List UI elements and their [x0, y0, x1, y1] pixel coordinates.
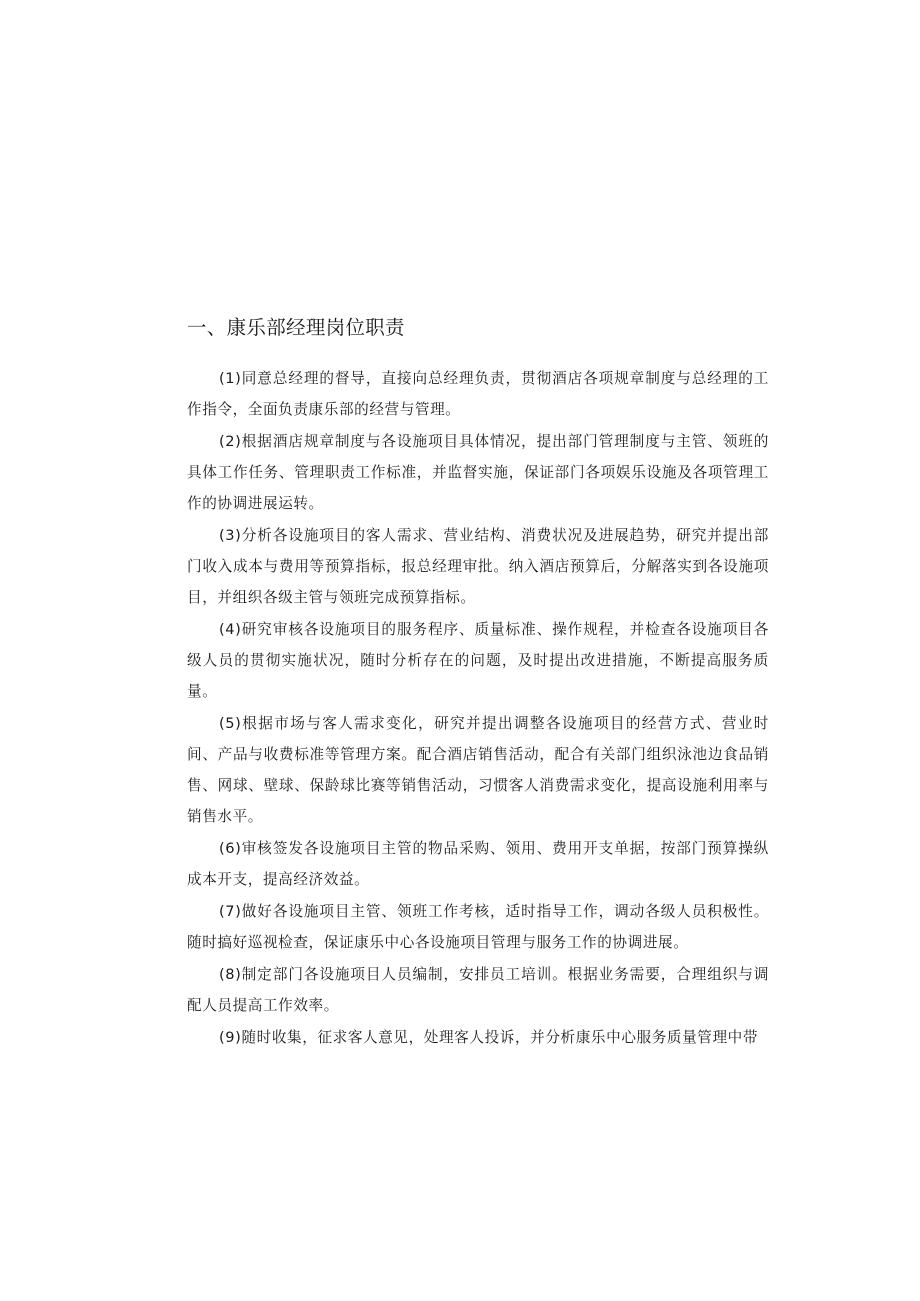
duty-paragraph-2: (2)根据酒店规章制度与各设施项目具体情况，提出部门管理制度与主管、领班的具体工作任务、管理职责工作标准，并监督实施，保证部门各项娱乐设施及各项管理工作的协调进展运转。 — [187, 433, 769, 512]
duty-paragraph-5: (5)根据市场与客人需求变化，研究并提出调整各设施项目的经营方式、营业时间、产品与收费标准等管理方案。配合酒店销售活动，配合有关部门组织泳池边食品销售、网球、壁球、保龄球比赛等销售活动，习惯客人消费需求变化，提高设施利用率与销售水平。 — [187, 715, 769, 825]
duty-paragraph-7: (7)做好各设施项目主管、领班工作考核，适时指导工作，调动各级人员积极性。随时搞好巡视检查，保证康乐中心各设施项目管理与服务工作的协调进展。 — [187, 903, 769, 951]
section-heading: 一、康乐部经理岗位职责 — [187, 316, 405, 339]
duty-paragraph-4: (4)研究审核各设施项目的服务程序、质量标准、操作规程，并检查各设施项目各级人员的贯彻实施状况，随时分析存在的问题，及时提出改进措施，不断提高服务质量。 — [187, 621, 769, 700]
duty-paragraph-6: (6)审核签发各设施项目主管的物品采购、领用、费用开支单据，按部门预算操纵成本开支，提高经济效益。 — [187, 840, 769, 888]
document-content — [187, 313, 769, 1054]
duty-paragraph-8: (8)制定部门各设施项目人员编制，安排员工培训。根据业务需要，合理组织与调配人员提高工作效率。 — [187, 966, 769, 1014]
duty-paragraph-1: (1)同意总经理的督导，直接向总经理负责，贯彻酒店各项规章制度与总经理的工作指令，全面负责康乐部的经营与管理。 — [187, 370, 769, 418]
duty-paragraph-9: (9)随时收集，征求客人意见，处理客人投诉，并分析康乐中心服务质量管理中带 — [219, 1029, 759, 1046]
duty-paragraph-3: (3)分析各设施项目的客人需求、营业结构、消费状况及进展趋势，研究并提出部门收入成本与费用等预算指标，报总经理审批。纳入酒店预算后，分解落实到各设施项目，并组织各级主管与领班完成预算指标。 — [187, 527, 769, 606]
